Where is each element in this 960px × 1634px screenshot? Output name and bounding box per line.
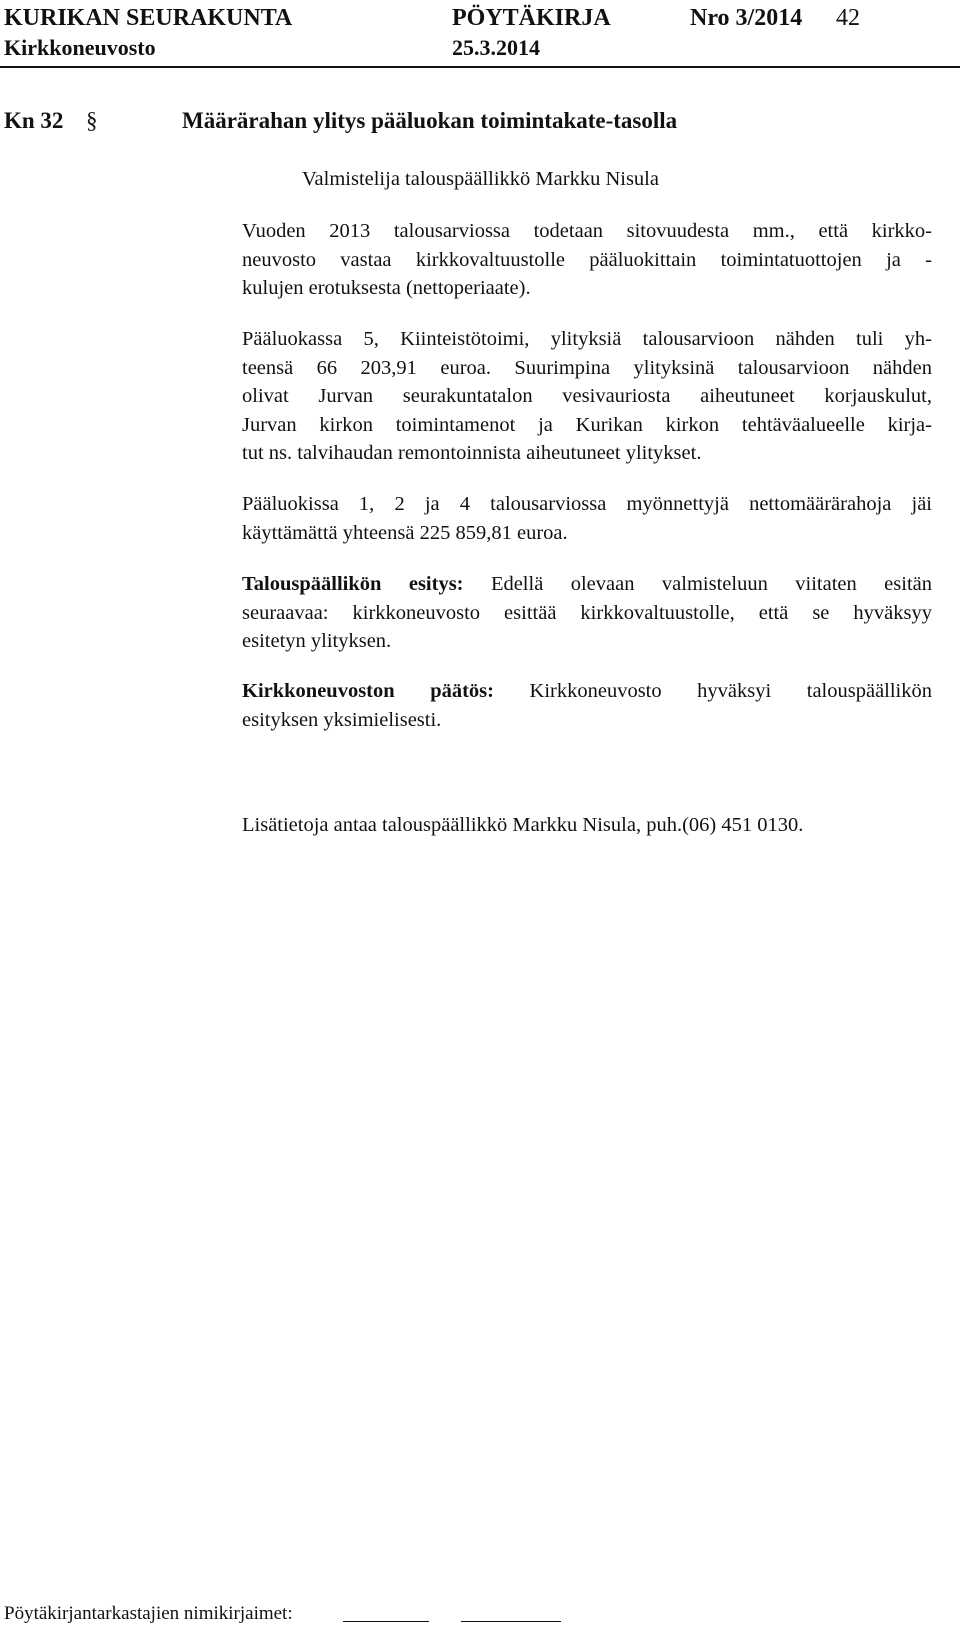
paragraph-decision bbox=[242, 677, 932, 734]
text-line: seuraavaa: kirkkoneuvosto esittää kirkkovaltuustolle, että se hyväksyy bbox=[242, 601, 932, 624]
text-line: teensä 66 203,91 euroa. Suurimpina ylityksinä talousarvioon nähden bbox=[242, 356, 932, 379]
preparer: Valmistelija talouspäällikkö Markku Nisula bbox=[302, 168, 659, 190]
paragraph-overrun-details bbox=[242, 325, 932, 468]
meeting-date: 25.3.2014 bbox=[452, 35, 540, 60]
meeting-body: Kirkkoneuvosto bbox=[4, 35, 156, 60]
text-line: käyttämättä yhteensä 225 859,81 euroa. bbox=[242, 521, 568, 544]
text-line: tut ns. talvihaudan remontoinnista aiheutuneet ylitykset. bbox=[242, 442, 702, 464]
proposal-label: Talouspäällikön esitys: bbox=[242, 573, 464, 595]
signature-line bbox=[343, 1621, 429, 1622]
paragraph-budget-binding bbox=[242, 217, 932, 303]
text-line: esitetyn ylityksen. bbox=[242, 630, 392, 652]
section-title: Määrärahan ylitys pääluokan toimintakate-tasolla bbox=[182, 108, 678, 133]
section-number: Kn 32 bbox=[4, 108, 64, 133]
text-line: Pääluokissa 1, 2 ja 4 talousarviossa myönnettyjä nettomäärärahoja jäi bbox=[242, 493, 932, 515]
organization-name: KURIKAN SEURAKUNTA bbox=[4, 5, 293, 31]
signature-line bbox=[461, 1621, 561, 1622]
document-number: Nro 3/2014 bbox=[690, 5, 803, 31]
decision-label: Kirkkoneuvoston päätös: bbox=[242, 680, 494, 702]
header-rule bbox=[0, 66, 960, 68]
text-line: Vuoden 2013 talousarviossa todetaan sitovuudesta mm., että kirkko- bbox=[242, 220, 932, 242]
signatures-label: Pöytäkirjantarkastajien nimikirjaimet: bbox=[4, 1603, 293, 1624]
text-line: esityksen yksimielisesti. bbox=[242, 708, 442, 731]
text-line: olivat Jurvan seurakuntatalon vesivauriosta aiheutuneet korjauskulut, bbox=[242, 385, 932, 407]
proposal-text: Edellä olevaan valmisteluun viitaten esitän bbox=[463, 573, 932, 595]
text-line: kulujen erotuksesta (nettoperiaate). bbox=[242, 277, 531, 299]
paragraph-unused-appropriations bbox=[242, 490, 932, 547]
contact-info: Lisätietoja antaa talouspäällikkö Markku Nisula, puh.(06) 451 0130. bbox=[242, 814, 804, 836]
document-type: PÖYTÄKIRJA bbox=[452, 5, 611, 31]
text-line: Jurvan kirkon toimintamenot ja Kurikan kirkon tehtäväalueelle kirja- bbox=[242, 413, 932, 436]
text-line bbox=[242, 570, 932, 599]
decision-text: Kirkkoneuvosto hyväksyi talouspäällikön bbox=[493, 680, 932, 702]
text-line: Pääluokassa 5, Kiinteistötoimi, ylityksiä talousarvioon nähden tuli yh- bbox=[242, 328, 932, 350]
page-number: 42 bbox=[836, 5, 860, 31]
text-line bbox=[242, 677, 932, 706]
text-line: neuvosto vastaa kirkkovaltuustolle pääluokittain toimintatuottojen ja - bbox=[242, 248, 932, 271]
paragraph-proposal bbox=[242, 570, 932, 656]
section-symbol: § bbox=[86, 108, 98, 133]
